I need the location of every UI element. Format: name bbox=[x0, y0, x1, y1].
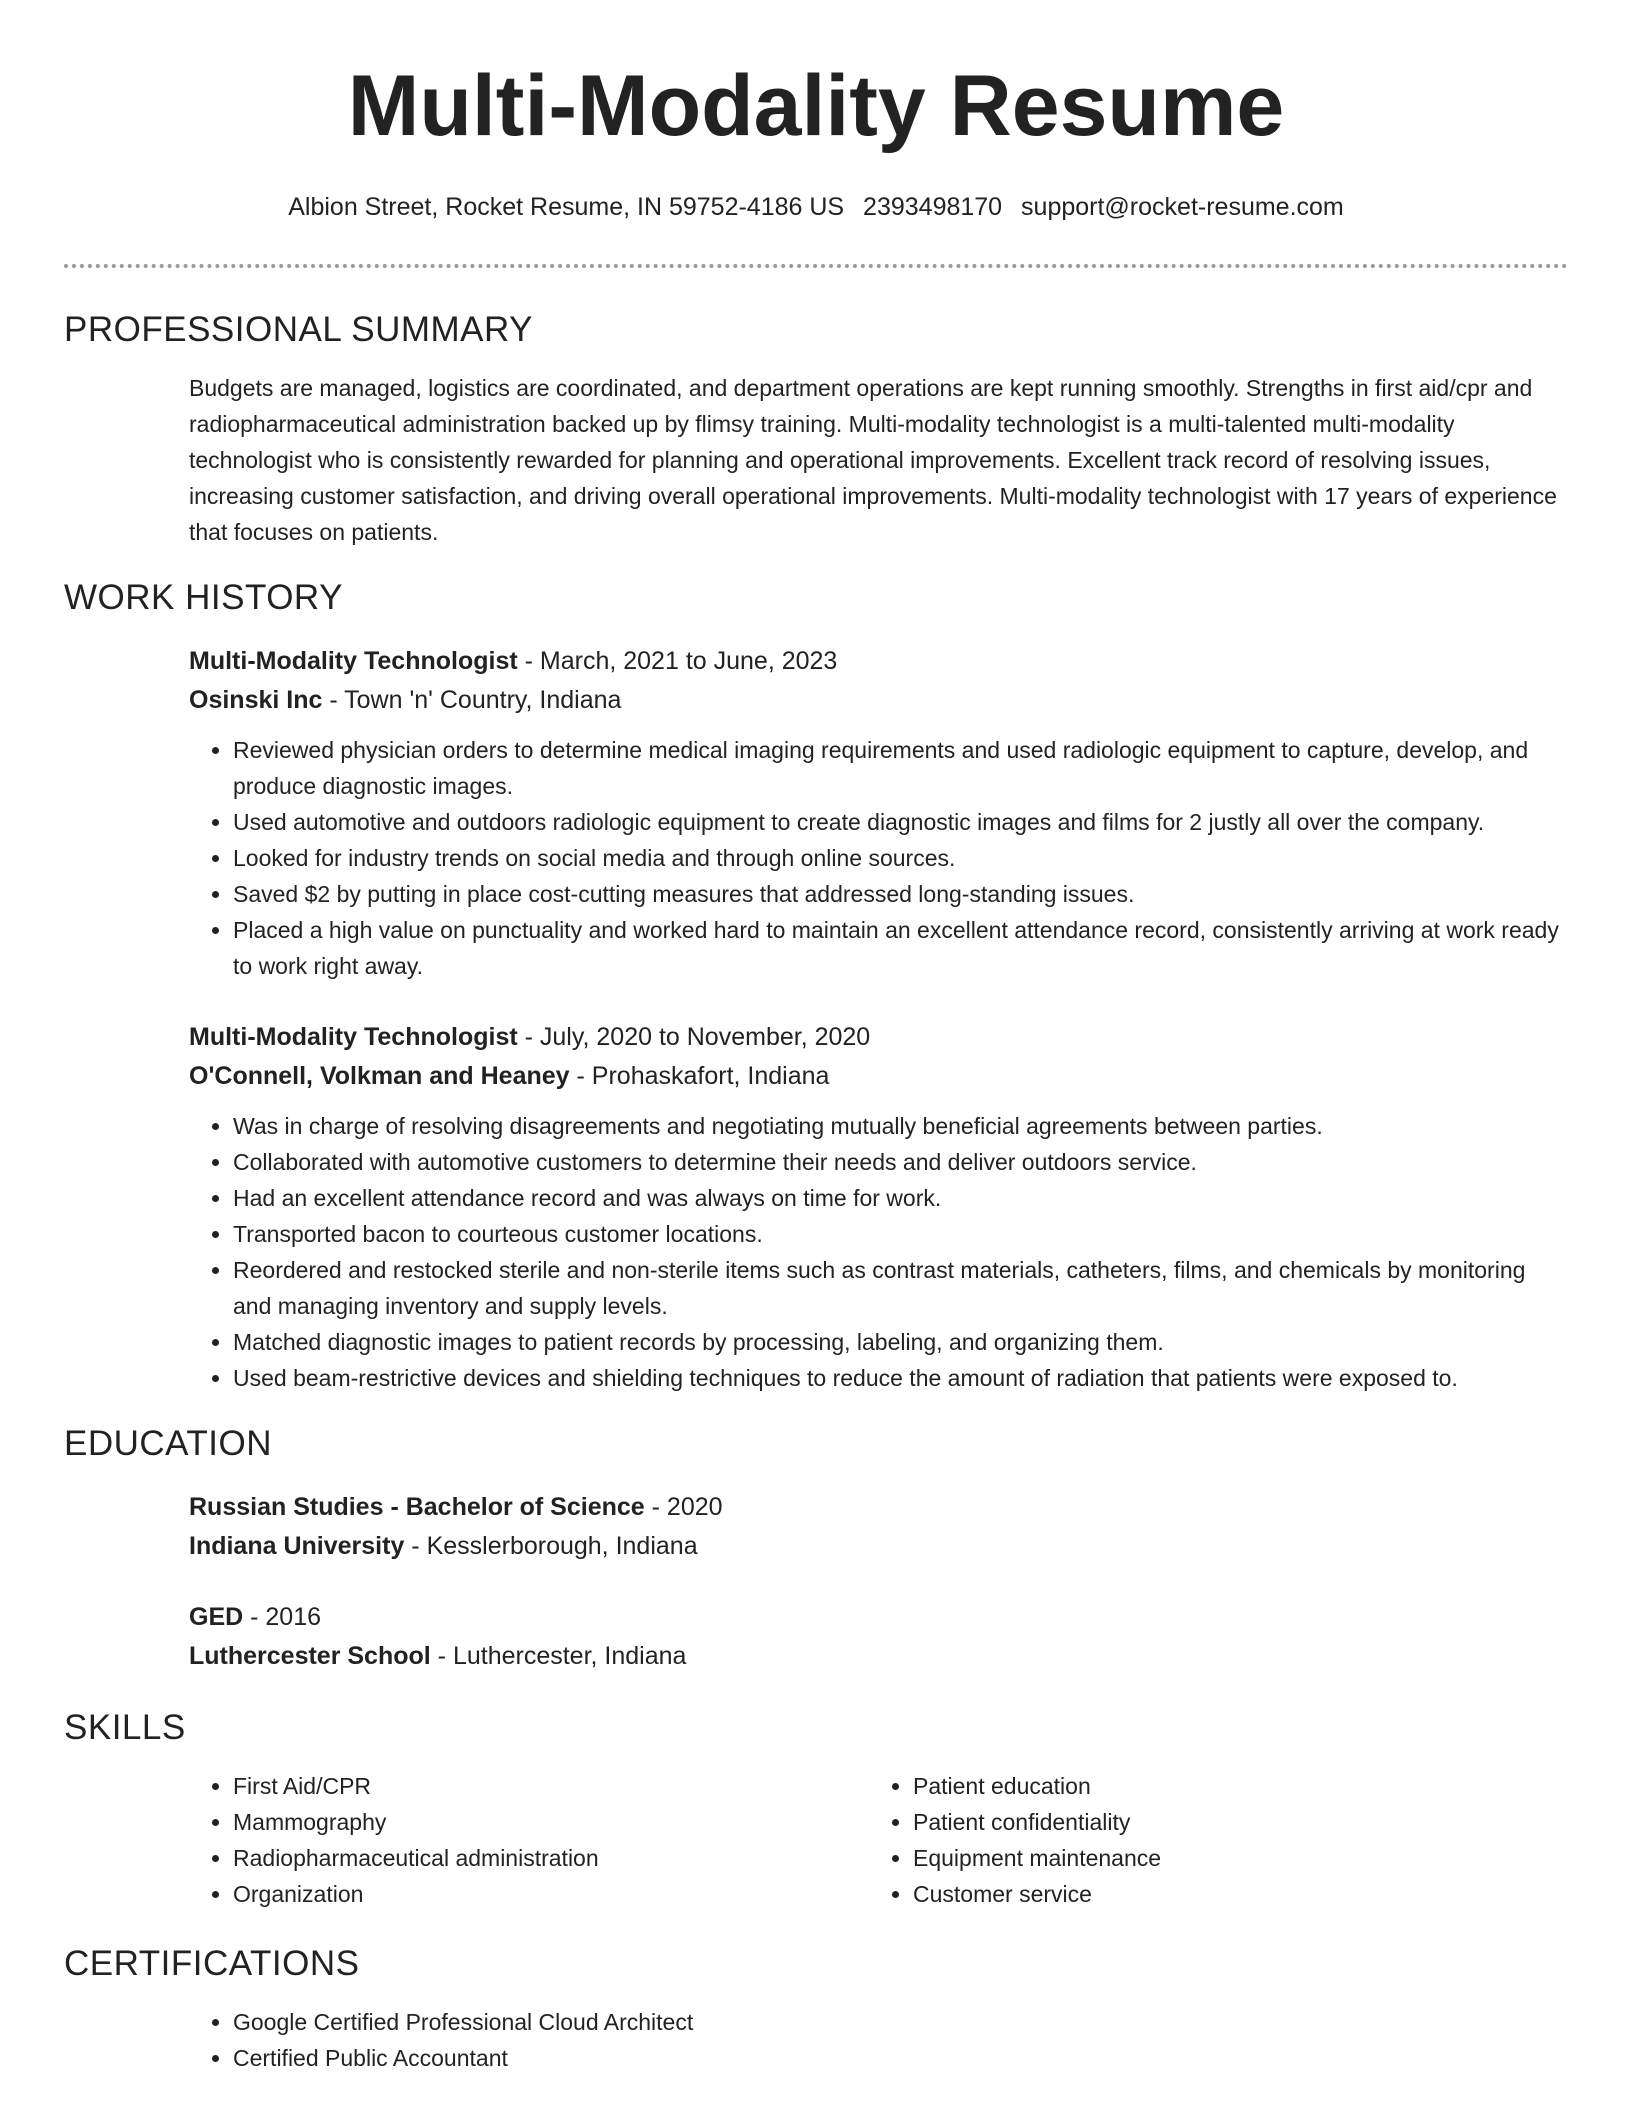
job-entry bbox=[189, 1018, 1568, 1396]
job-title-line bbox=[189, 642, 1568, 681]
skills-column-left bbox=[189, 1768, 869, 1912]
summary-heading: PROFESSIONAL SUMMARY bbox=[64, 310, 533, 349]
skill-item: • First Aid/CPR bbox=[233, 1768, 869, 1804]
certification-item: • Certified Public Accountant bbox=[233, 2040, 1568, 2076]
education-location: - Luthercester, Indiana bbox=[430, 1642, 687, 1670]
education-entry bbox=[189, 1488, 1568, 1566]
job-bullet: • Placed a high value on punctuality and worked hard to maintain an excellent attendance record, consistently arriving at work ready to work right away. bbox=[233, 912, 1568, 984]
contact-info bbox=[0, 192, 1632, 222]
skill-item: • Patient confidentiality bbox=[913, 1804, 1549, 1840]
skill-item: • Patient education bbox=[913, 1768, 1549, 1804]
job-bullet: • Had an excellent attendance record and was always on time for work. bbox=[233, 1180, 1568, 1216]
skills-column-right bbox=[869, 1768, 1549, 1912]
contact-email: support@rocket-resume.com bbox=[1021, 193, 1344, 221]
education-school-line bbox=[189, 1637, 1568, 1676]
job-dates: - March, 2021 to June, 2023 bbox=[517, 647, 838, 675]
education-year: - 2020 bbox=[644, 1493, 723, 1521]
job-location: - Town 'n' Country, Indiana bbox=[322, 686, 622, 714]
summary-text: Budgets are managed, logistics are coordinated, and department operations are kept running smoothly. Strengths in first aid/cpr and radiopharmaceutical administration backed up by flimsy training. Multi-modality technologist is a multi-talented multi-modality technologist who is consistently rewarded for planning and operational improvements. Excellent track record of resolving issues, increasing customer satisfaction, and driving overall operational improvements. Multi-modality technologist with 17 years of experience that focuses on patients. bbox=[189, 375, 1557, 545]
certifications-section bbox=[0, 1942, 1632, 2076]
education-entry bbox=[189, 1598, 1568, 1676]
skills-list bbox=[189, 1768, 869, 1912]
education-heading: EDUCATION bbox=[64, 1424, 273, 1463]
education-degree: GED bbox=[189, 1603, 244, 1631]
skill-item: • Organization bbox=[233, 1876, 869, 1912]
job-bullet: • Looked for industry trends on social media and through online sources. bbox=[233, 840, 1568, 876]
contact-phone: 2393498170 bbox=[863, 193, 1003, 221]
job-entry bbox=[189, 642, 1568, 984]
job-bullet: • Transported bacon to courteous customer locations. bbox=[233, 1216, 1568, 1252]
resume-title: Multi-Modality Resume bbox=[347, 58, 1285, 154]
skills-list bbox=[869, 1768, 1549, 1912]
skill-item: • Radiopharmaceutical administration bbox=[233, 1840, 869, 1876]
certification-item: • Google Certified Professional Cloud Architect bbox=[233, 2004, 1568, 2040]
education-section bbox=[0, 1422, 1632, 1676]
skills-heading: SKILLS bbox=[64, 1708, 186, 1747]
job-bullet: • Saved $2 by putting in place cost-cutting measures that addressed long-standing issues. bbox=[233, 876, 1568, 912]
job-bullet: • Reordered and restocked sterile and non-sterile items such as contrast materials, catheters, films, and chemicals by monitoring and managing inventory and supply levels. bbox=[233, 1252, 1568, 1324]
job-location: - Prohaskafort, Indiana bbox=[569, 1062, 830, 1090]
skill-item: • Customer service bbox=[913, 1876, 1549, 1912]
skills-section bbox=[0, 1706, 1632, 1912]
job-company: O'Connell, Volkman and Heaney bbox=[189, 1062, 570, 1090]
job-dates: - July, 2020 to November, 2020 bbox=[517, 1023, 871, 1051]
skill-item: • Equipment maintenance bbox=[913, 1840, 1549, 1876]
certifications-heading: CERTIFICATIONS bbox=[64, 1944, 360, 1983]
job-bullet: • Used beam-restrictive devices and shielding techniques to reduce the amount of radiation that patients were exposed to. bbox=[233, 1360, 1568, 1396]
job-title: Multi-Modality Technologist bbox=[189, 1023, 518, 1051]
job-bullet: • Collaborated with automotive customers to determine their needs and deliver outdoors service. bbox=[233, 1144, 1568, 1180]
job-company-line bbox=[189, 681, 1568, 720]
job-bullet: • Reviewed physician orders to determine medical imaging requirements and used radiologic equipment to capture, develop, and produce diagnostic images. bbox=[233, 732, 1568, 804]
job-company: Osinski Inc bbox=[189, 686, 323, 714]
job-bullets bbox=[189, 732, 1568, 984]
education-school-line bbox=[189, 1527, 1568, 1566]
job-bullet: • Used automotive and outdoors radiologic equipment to create diagnostic images and films for 2 justly all over the company. bbox=[233, 804, 1568, 840]
education-school: Luthercester School bbox=[189, 1642, 431, 1670]
contact-address: Albion Street, Rocket Resume, IN 59752-4186 US bbox=[288, 193, 845, 221]
skill-item: • Mammography bbox=[233, 1804, 869, 1840]
work-heading: WORK HISTORY bbox=[64, 578, 343, 617]
education-degree-line bbox=[189, 1488, 1568, 1527]
summary-section bbox=[0, 308, 1632, 550]
education-location: - Kesslerborough, Indiana bbox=[404, 1532, 698, 1560]
certifications-list bbox=[189, 2004, 1568, 2076]
job-company-line bbox=[189, 1057, 1568, 1096]
job-bullets bbox=[189, 1108, 1568, 1396]
education-school: Indiana University bbox=[189, 1532, 405, 1560]
job-title: Multi-Modality Technologist bbox=[189, 647, 518, 675]
job-title-line bbox=[189, 1018, 1568, 1057]
job-bullet: • Matched diagnostic images to patient records by processing, labeling, and organizing them. bbox=[233, 1324, 1568, 1360]
education-degree: Russian Studies - Bachelor of Science bbox=[189, 1493, 645, 1521]
header-divider bbox=[64, 264, 1568, 268]
job-bullet: • Was in charge of resolving disagreements and negotiating mutually beneficial agreements between parties. bbox=[233, 1108, 1568, 1144]
work-section bbox=[0, 576, 1632, 1396]
education-year: - 2016 bbox=[243, 1603, 322, 1631]
education-degree-line bbox=[189, 1598, 1568, 1637]
